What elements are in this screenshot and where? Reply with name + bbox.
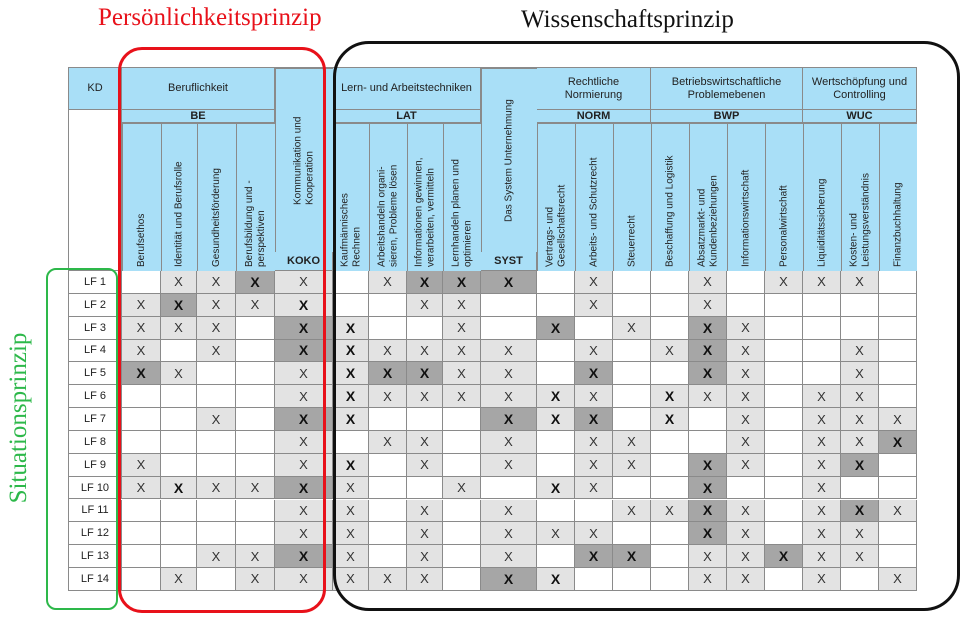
- situationsprinzip-outline: [46, 268, 118, 610]
- column-header-17: Liquiditätssicherung: [803, 123, 841, 271]
- matrix-cell: X: [275, 431, 333, 454]
- matrix-cell: X: [765, 545, 803, 568]
- matrix-cell: X: [407, 568, 443, 591]
- matrix-cell: X: [443, 294, 481, 317]
- matrix-cell: X: [879, 568, 917, 591]
- matrix-cell: X: [727, 362, 765, 385]
- group-title-lat: Lern- und Arbeitstechniken: [333, 68, 481, 110]
- matrix-cell: X: [689, 385, 727, 408]
- column-header-16: Personalwirtschaft: [765, 123, 803, 271]
- matrix-cell: X: [841, 271, 879, 294]
- matrix-cell: X: [443, 340, 481, 363]
- matrix-cell: X: [841, 500, 879, 523]
- group-abbr-be: BE: [122, 110, 275, 123]
- matrix-cell: X: [369, 340, 407, 363]
- matrix-cell: X: [879, 500, 917, 523]
- matrix-cell: X: [841, 362, 879, 385]
- matrix-cell: X: [727, 431, 765, 454]
- matrix-cell: X: [333, 385, 369, 408]
- matrix-cell: X: [197, 294, 236, 317]
- matrix-cell: X: [275, 408, 333, 431]
- matrix-cell: X: [575, 362, 613, 385]
- matrix-cell: X: [275, 362, 333, 385]
- matrix-cell: X: [275, 317, 333, 340]
- matrix-cell: X: [841, 454, 879, 477]
- matrix-cell: X: [481, 568, 537, 591]
- matrix-cell: X: [841, 431, 879, 454]
- row-label-lf2: LF 2: [69, 294, 122, 317]
- matrix-cell: X: [481, 431, 537, 454]
- column-header-18: Kosten- und Leistungsverständnis: [841, 123, 879, 271]
- matrix-cell: X: [575, 477, 613, 500]
- persoenlichkeitsprinzip-label: Persönlichkeitsprinzip: [98, 4, 322, 31]
- matrix-cell: X: [803, 385, 841, 408]
- row-label-lf14: LF 14: [69, 568, 122, 591]
- group-title-be: Beruflichkeit: [122, 68, 275, 110]
- matrix-cell: X: [481, 385, 537, 408]
- matrix-cell: X: [275, 340, 333, 363]
- matrix-cell: X: [613, 317, 651, 340]
- matrix-cell: X: [443, 477, 481, 500]
- matrix-cell: X: [407, 522, 443, 545]
- matrix-cell: X: [481, 500, 537, 523]
- matrix-cell: X: [197, 408, 236, 431]
- matrix-cell: X: [333, 477, 369, 500]
- matrix-cell: X: [443, 362, 481, 385]
- column-header-10: Vertrags- und Gesellschaftsrecht: [537, 123, 575, 271]
- matrix-cell: X: [689, 545, 727, 568]
- matrix-cell: X: [841, 522, 879, 545]
- matrix-cell: X: [481, 340, 537, 363]
- matrix-cell: X: [537, 317, 575, 340]
- matrix-cell: X: [537, 477, 575, 500]
- matrix-cell: X: [197, 271, 236, 294]
- row-label-lf4: LF 4: [69, 340, 122, 363]
- matrix-cell: X: [803, 568, 841, 591]
- matrix-cell: X: [481, 408, 537, 431]
- matrix-cell: X: [333, 545, 369, 568]
- matrix-cell: X: [369, 385, 407, 408]
- matrix-cell: X: [803, 522, 841, 545]
- matrix-cell: X: [122, 362, 161, 385]
- matrix-cell: X: [407, 385, 443, 408]
- matrix-cell: X: [369, 362, 407, 385]
- kd-header-blank: [69, 110, 122, 271]
- matrix-cell: X: [333, 317, 369, 340]
- row-label-lf3: LF 3: [69, 317, 122, 340]
- matrix-cell: X: [613, 545, 651, 568]
- row-label-lf1: LF 1: [69, 271, 122, 294]
- matrix-cell: X: [575, 431, 613, 454]
- matrix-cell: X: [803, 500, 841, 523]
- column-header-2: Gesundheitsförderung: [197, 123, 236, 271]
- matrix-cell: X: [333, 340, 369, 363]
- matrix-cell: X: [443, 271, 481, 294]
- situationsprinzip-label: Situationsprinzip: [5, 332, 32, 504]
- matrix-cell: X: [197, 545, 236, 568]
- matrix-cell: X: [161, 294, 197, 317]
- matrix-cell: X: [803, 271, 841, 294]
- matrix-cell: X: [481, 454, 537, 477]
- column-header-3: Berufsbildung und - perspektiven: [236, 123, 275, 271]
- matrix-cell: X: [236, 294, 275, 317]
- matrix-cell: X: [575, 522, 613, 545]
- matrix-cell: X: [575, 294, 613, 317]
- matrix-cell: X: [537, 568, 575, 591]
- matrix-cell: X: [407, 271, 443, 294]
- matrix-cell: X: [613, 454, 651, 477]
- matrix-cell: X: [122, 294, 161, 317]
- column-header-4: Kommunikation und Kooperation: [275, 68, 333, 252]
- matrix-cell: X: [161, 568, 197, 591]
- matrix-cell: X: [407, 454, 443, 477]
- matrix-cell: X: [407, 431, 443, 454]
- matrix-cell: X: [122, 340, 161, 363]
- column-header-0: Berufsethos: [122, 123, 161, 271]
- matrix-cell: X: [275, 545, 333, 568]
- matrix-cell: X: [333, 500, 369, 523]
- column-header-8: Lernhandeln planen und optimieren: [443, 123, 481, 271]
- matrix-cell: X: [841, 340, 879, 363]
- group-abbr-koko: KOKO: [275, 252, 333, 271]
- matrix-cell: X: [275, 454, 333, 477]
- column-header-13: Beschaffung und Logistik: [651, 123, 689, 271]
- group-title-norm: Rechtliche Normierung: [537, 68, 651, 110]
- matrix-cell: X: [651, 500, 689, 523]
- matrix-cell: X: [575, 340, 613, 363]
- matrix-cell: X: [575, 385, 613, 408]
- matrix-cell: X: [161, 271, 197, 294]
- matrix-cell: X: [236, 545, 275, 568]
- matrix-cell: X: [443, 317, 481, 340]
- matrix-cell: X: [122, 317, 161, 340]
- group-abbr-syst: SYST: [481, 252, 537, 271]
- matrix-cell: X: [197, 477, 236, 500]
- matrix-cell: X: [575, 271, 613, 294]
- group-title-bwp: Betriebswirtschaftliche Problemebenen: [651, 68, 803, 110]
- row-label-lf5: LF 5: [69, 362, 122, 385]
- matrix-cell: X: [651, 340, 689, 363]
- row-label-lf8: LF 8: [69, 431, 122, 454]
- matrix-cell: X: [689, 477, 727, 500]
- matrix-cell: X: [407, 340, 443, 363]
- matrix-cell: X: [161, 362, 197, 385]
- matrix-cell: X: [689, 317, 727, 340]
- matrix-cell: X: [197, 340, 236, 363]
- matrix-cell: X: [727, 545, 765, 568]
- row-label-lf6: LF 6: [69, 385, 122, 408]
- column-header-11: Arbeits- und Schutzrecht: [575, 123, 613, 271]
- matrix-cell: X: [613, 500, 651, 523]
- matrix-cell: X: [161, 477, 197, 500]
- matrix-cell: X: [613, 431, 651, 454]
- column-header-7: Informationen gewinnen, verarbeiten, vermitteln: [407, 123, 443, 271]
- column-header-1: Identität und Berufsrolle: [161, 123, 197, 271]
- matrix-cell: X: [879, 431, 917, 454]
- matrix-cell: X: [689, 522, 727, 545]
- column-header-14: Absatzmarkt- und Kundenbeziehungen: [689, 123, 727, 271]
- persoenlichkeitsprinzip-outline: [118, 47, 326, 613]
- matrix-cell: X: [481, 362, 537, 385]
- matrix-cell: X: [879, 408, 917, 431]
- matrix-cell: X: [803, 477, 841, 500]
- matrix-cell: X: [841, 545, 879, 568]
- matrix-cell: X: [236, 477, 275, 500]
- matrix-cell: X: [727, 408, 765, 431]
- matrix-cell: X: [689, 340, 727, 363]
- matrix-cell: X: [803, 431, 841, 454]
- matrix-cell: X: [689, 454, 727, 477]
- matrix-cell: X: [333, 362, 369, 385]
- group-title-wuc: Wertschöpfung und Controlling: [803, 68, 917, 110]
- matrix-cell: X: [689, 568, 727, 591]
- matrix-cell: X: [122, 454, 161, 477]
- matrix-cell: X: [727, 454, 765, 477]
- matrix-cell: X: [537, 408, 575, 431]
- kd-header: KD: [69, 68, 122, 110]
- matrix-cell: X: [765, 271, 803, 294]
- matrix-cell: X: [575, 545, 613, 568]
- matrix-cell: X: [481, 271, 537, 294]
- matrix-cell: X: [333, 454, 369, 477]
- row-label-lf10: LF 10: [69, 477, 122, 500]
- matrix-cell: X: [443, 385, 481, 408]
- matrix-cell: X: [727, 522, 765, 545]
- matrix-cell: X: [369, 431, 407, 454]
- matrix-cell: X: [275, 477, 333, 500]
- matrix-cell: X: [275, 385, 333, 408]
- matrix-cell: X: [727, 385, 765, 408]
- matrix-cell: X: [803, 545, 841, 568]
- matrix-cell: X: [407, 294, 443, 317]
- matrix-cell: X: [407, 362, 443, 385]
- matrix-cell: X: [575, 454, 613, 477]
- matrix-cell: X: [369, 568, 407, 591]
- matrix-cell: X: [537, 385, 575, 408]
- column-header-12: Steuerrecht: [613, 123, 651, 271]
- matrix-cell: X: [333, 568, 369, 591]
- matrix-cell: X: [275, 568, 333, 591]
- matrix-cell: X: [727, 568, 765, 591]
- row-label-lf12: LF 12: [69, 522, 122, 545]
- column-header-19: Finanzbuchhaltung: [879, 123, 917, 271]
- matrix-cell: X: [727, 340, 765, 363]
- matrix-cell: X: [689, 500, 727, 523]
- group-abbr-lat: LAT: [333, 110, 481, 123]
- matrix-cell: X: [122, 477, 161, 500]
- matrix-cell: X: [651, 385, 689, 408]
- matrix-cell: X: [537, 522, 575, 545]
- matrix-cell: X: [803, 454, 841, 477]
- row-label-lf7: LF 7: [69, 408, 122, 431]
- matrix-cell: X: [727, 317, 765, 340]
- matrix-cell: X: [407, 545, 443, 568]
- row-label-lf11: LF 11: [69, 500, 122, 523]
- group-abbr-wuc: WUC: [803, 110, 917, 123]
- matrix-cell: X: [481, 545, 537, 568]
- matrix-cell: X: [275, 294, 333, 317]
- matrix-cell: X: [689, 294, 727, 317]
- matrix-cell: X: [689, 271, 727, 294]
- group-abbr-norm: NORM: [537, 110, 651, 123]
- matrix-cell: X: [333, 408, 369, 431]
- matrix-cell: X: [236, 568, 275, 591]
- column-header-6: Arbeitshandeln organi- sieren, Probleme lösen: [369, 123, 407, 271]
- group-abbr-bwp: BWP: [651, 110, 803, 123]
- matrix-cell: X: [481, 522, 537, 545]
- row-label-lf13: LF 13: [69, 545, 122, 568]
- matrix-cell: X: [727, 500, 765, 523]
- matrix-cell: X: [689, 362, 727, 385]
- matrix-cell: X: [161, 317, 197, 340]
- matrix-cell: X: [575, 408, 613, 431]
- matrix-cell: X: [275, 271, 333, 294]
- matrix-cell: X: [841, 408, 879, 431]
- row-label-lf9: LF 9: [69, 454, 122, 477]
- column-header-9: Das System Unternehmung: [481, 68, 537, 252]
- matrix-cell: X: [407, 500, 443, 523]
- matrix-cell: X: [197, 317, 236, 340]
- matrix-cell: X: [841, 385, 879, 408]
- matrix-cell: X: [333, 522, 369, 545]
- wissenschaftsprinzip-outline: [333, 41, 960, 611]
- column-header-15: Informationswirtschaft: [727, 123, 765, 271]
- column-header-5: Kaufmännisches Rechnen: [333, 123, 369, 271]
- matrix-cell: X: [803, 408, 841, 431]
- matrix-cell: X: [275, 500, 333, 523]
- matrix-cell: X: [369, 271, 407, 294]
- wissenschaftsprinzip-label: Wissenschaftsprinzip: [521, 6, 734, 33]
- matrix-cell: X: [236, 271, 275, 294]
- matrix-cell: X: [275, 522, 333, 545]
- matrix-cell: X: [651, 408, 689, 431]
